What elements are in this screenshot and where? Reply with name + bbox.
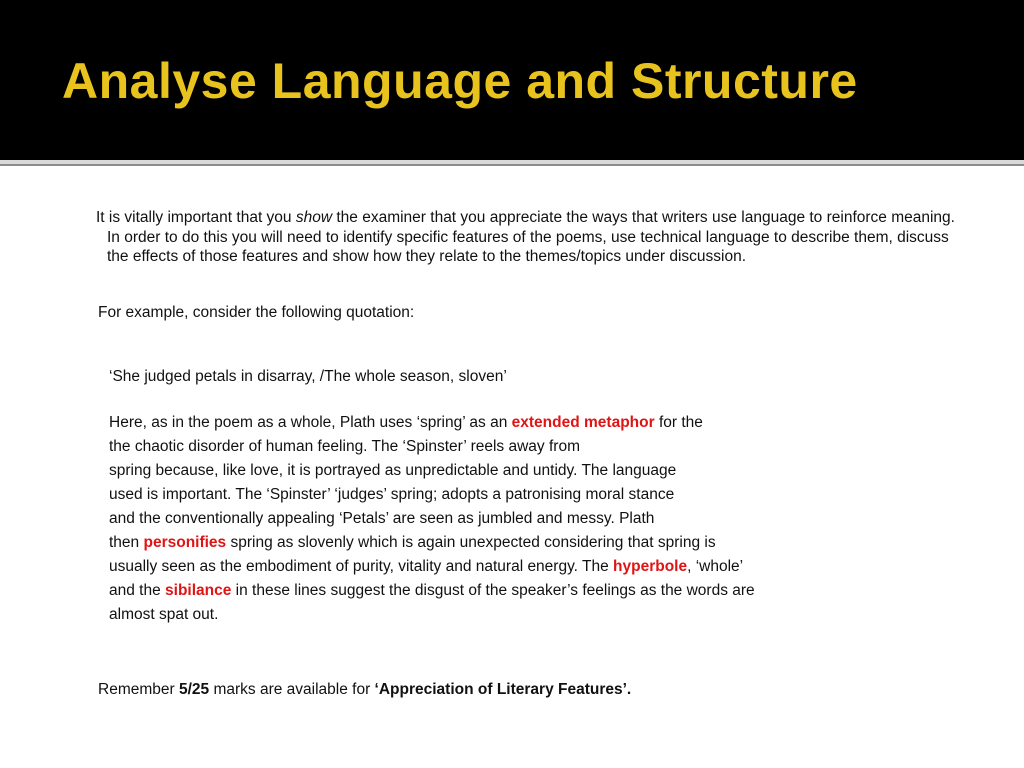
analysis-text: then (109, 534, 144, 551)
analysis-paragraph (109, 411, 909, 627)
remember-text: marks are available for (209, 681, 375, 698)
analysis-line (109, 555, 909, 579)
remember-text: Remember (98, 681, 179, 698)
analysis-line: used is important. The ‘Spinster’ ‘judges’ spring; adopts a patronising moral stance (109, 486, 675, 503)
intro-text-rest: the examiner that you appreciate the ways that writers use language to reinforce meaning. In order to do this you will need to identify specific features of the poems, use technical language to describe them, discuss the effects of those features and show how they relate to the themes/topics under discussion. (107, 209, 955, 265)
analysis-text: Here, as in the poem as a whole, Plath uses ‘spring’ as an (109, 414, 512, 431)
intro-emphasis: show (295, 209, 333, 226)
example-intro: For example, consider the following quotation: (98, 304, 415, 321)
analysis-text: spring as slovenly which is again unexpected considering that spring is (226, 534, 716, 551)
analysis-text: usually seen as the embodiment of purity, vitality and natural energy. The (109, 558, 614, 575)
marks-value: 5/25 (178, 681, 210, 698)
analysis-line (109, 411, 909, 435)
analysis-text: and the (109, 582, 166, 599)
title-bar (0, 0, 1024, 160)
analysis-text: in these lines suggest the disgust of the speaker’s feelings as the words are (231, 582, 755, 599)
analysis-line: almost spat out. (109, 606, 219, 623)
title-divider-dark (0, 164, 1024, 166)
term-hyperbole: hyperbole (613, 558, 688, 575)
intro-text-start: It is vitally important that you (96, 209, 296, 226)
slide-title: Analyse Language and Structure (62, 53, 858, 109)
analysis-line: spring because, like love, it is portrayed as unpredictable and untidy. The language (109, 462, 677, 479)
quotation: ‘She judged petals in disarray, /The whole season, sloven’ (109, 368, 507, 385)
remember-note (98, 680, 898, 700)
analysis-text: , ‘whole’ (687, 558, 744, 575)
analysis-line: and the conventionally appealing ‘Petals’ are seen as jumbled and messy. Plath (109, 510, 655, 527)
analysis-line (109, 579, 909, 603)
assessment-section: ‘Appreciation of Literary Features’. (374, 681, 632, 698)
quotation-block (109, 365, 909, 389)
term-sibilance: sibilance (165, 582, 232, 599)
term-extended-metaphor: extended metaphor (511, 414, 655, 431)
analysis-text: for the (654, 414, 703, 431)
analysis-line: the chaotic disorder of human feeling. The ‘Spinster’ reels away from (109, 438, 580, 455)
analysis-line (109, 531, 909, 555)
intro-paragraph (96, 208, 967, 267)
term-personifies: personifies (143, 534, 227, 551)
